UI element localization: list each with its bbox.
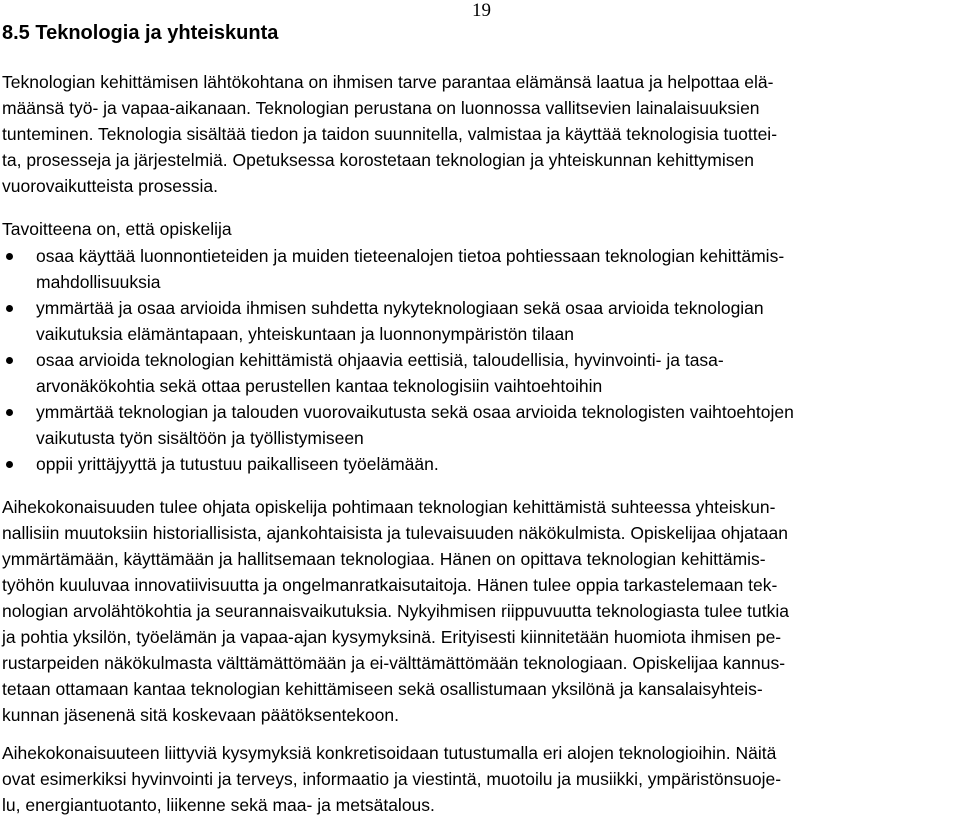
examples-line: lu, energiantuotanto, liikenne sekä maa- ja metsätalous. xyxy=(2,795,435,815)
guidance-line: tetaan ottamaan kantaa teknologian kehittämiseen sekä osallistumaan yksilönä ja kansalaisyhteis- xyxy=(2,679,763,699)
intro-line: Teknologian kehittämisen lähtökohtana on ihmisen tarve parantaa elämänsä laatua ja helpottaa elä- xyxy=(2,72,774,92)
guidance-line: ymmärtämään, käyttämään ja hallitsemaan teknologiaa. Hänen on opittava teknologian kehittämis- xyxy=(2,549,766,569)
guidance-line: työhön kuuluvaa innovatiivisuutta ja ongelmanratkaisutaitoja. Hänen tulee oppia tarkastelemaan tek- xyxy=(2,575,778,595)
goal-line: osaa käyttää luonnontieteiden ja muiden tieteenalojen tietoa pohtiessaan teknologian kehittämis- xyxy=(36,246,785,266)
goal-line: mahdollisuuksia xyxy=(36,272,161,292)
goal-line: osaa arvioida teknologian kehittämistä ohjaavia eettisiä, taloudellisia, hyvinvointi- ja tasa- xyxy=(36,350,724,370)
guidance-line: nologian arvolähtökohtia ja seurannaisvaikutuksia. Nykyihmisen riippuvuutta teknologiasta tulee tutkia xyxy=(2,601,789,621)
goal-line: arvonäkökohtia sekä ottaa perustellen kantaa teknologisiin vaihtoehtoihin xyxy=(36,376,603,396)
intro-line: tunteminen. Teknologia sisältää tiedon ja taidon suunnitella, valmistaa ja käyttää teknologisia tuottei- xyxy=(2,124,778,144)
goal-item xyxy=(0,295,794,347)
bullet-icon xyxy=(6,357,13,364)
goal-item xyxy=(0,399,794,451)
bullet-icon xyxy=(6,461,13,468)
examples-line: Aihekokonaisuuteen liittyviä kysymyksiä konkretisoidaan tutustumalla eri alojen teknologioihin. Näitä xyxy=(2,743,777,763)
goal-line: oppii yrittäjyyttä ja tutustuu paikalliseen työelämään. xyxy=(36,454,439,474)
page-number: 19 xyxy=(472,0,491,21)
goal-item xyxy=(0,451,794,477)
intro-line: ta, prosesseja ja järjestelmiä. Opetuksessa korostetaan teknologian ja yhteiskunnan kehittymisen xyxy=(2,150,754,170)
guidance-line: rustarpeiden näkökulmasta välttämättömään ja ei-välttämättömään teknologiaan. Opiskelijaa kannus- xyxy=(2,653,786,673)
goal-line: vaikutusta työn sisältöön ja työllistymiseen xyxy=(36,428,364,448)
goals-lead-text xyxy=(2,216,232,242)
goals-list xyxy=(0,243,794,477)
goals-lead-line: Tavoitteena on, että opiskelija xyxy=(2,219,232,239)
goal-line: vaikutuksia elämäntapaan, yhteiskuntaan ja luonnonympäristön tilaan xyxy=(36,324,574,344)
bullet-icon xyxy=(6,409,13,416)
section-heading: 8.5 Teknologia ja yhteiskunta xyxy=(2,22,279,44)
examples-paragraph xyxy=(2,740,781,818)
goal-item xyxy=(0,347,794,399)
guidance-line: nallisiin muutoksiin historiallisista, ajankohtaisista ja tulevaisuuden näkökulmista. Opiskelijaa ohjataan xyxy=(2,523,788,543)
intro-line: vuorovaikutteista prosessia. xyxy=(2,176,218,196)
guidance-line: Aihekokonaisuuden tulee ohjata opiskelija pohtimaan teknologian kehittämistä suhteessa yhteiskun- xyxy=(2,497,776,517)
goal-line: ymmärtää ja osaa arvioida ihmisen suhdetta nykyteknologiaan sekä osaa arvioida teknologian xyxy=(36,298,764,318)
guidance-line: ja pohtia yksilön, työelämän ja vapaa-ajan kysymyksinä. Erityisesti kiinnitetään huomiota ihmisen pe- xyxy=(2,627,782,647)
goal-item xyxy=(0,243,794,295)
guidance-paragraph xyxy=(2,494,789,728)
goal-line: ymmärtää teknologian ja talouden vuorovaikutusta sekä osaa arvioida teknologisten vaihtoehtojen xyxy=(36,402,794,422)
examples-line: ovat esimerkiksi hyvinvointi ja terveys, informaatio ja viestintä, muotoilu ja musiikki, ympäristönsuoje- xyxy=(2,769,782,789)
bullet-icon xyxy=(6,253,13,260)
guidance-line: kunnan jäsenenä sitä koskevaan päätöksentekoon. xyxy=(2,705,399,725)
intro-paragraph xyxy=(2,69,777,199)
bullet-icon xyxy=(6,305,13,312)
intro-line: määnsä työ- ja vapaa-aikanaan. Teknologian perustana on luonnossa vallitsevien lainalaisuuksien xyxy=(2,98,760,118)
